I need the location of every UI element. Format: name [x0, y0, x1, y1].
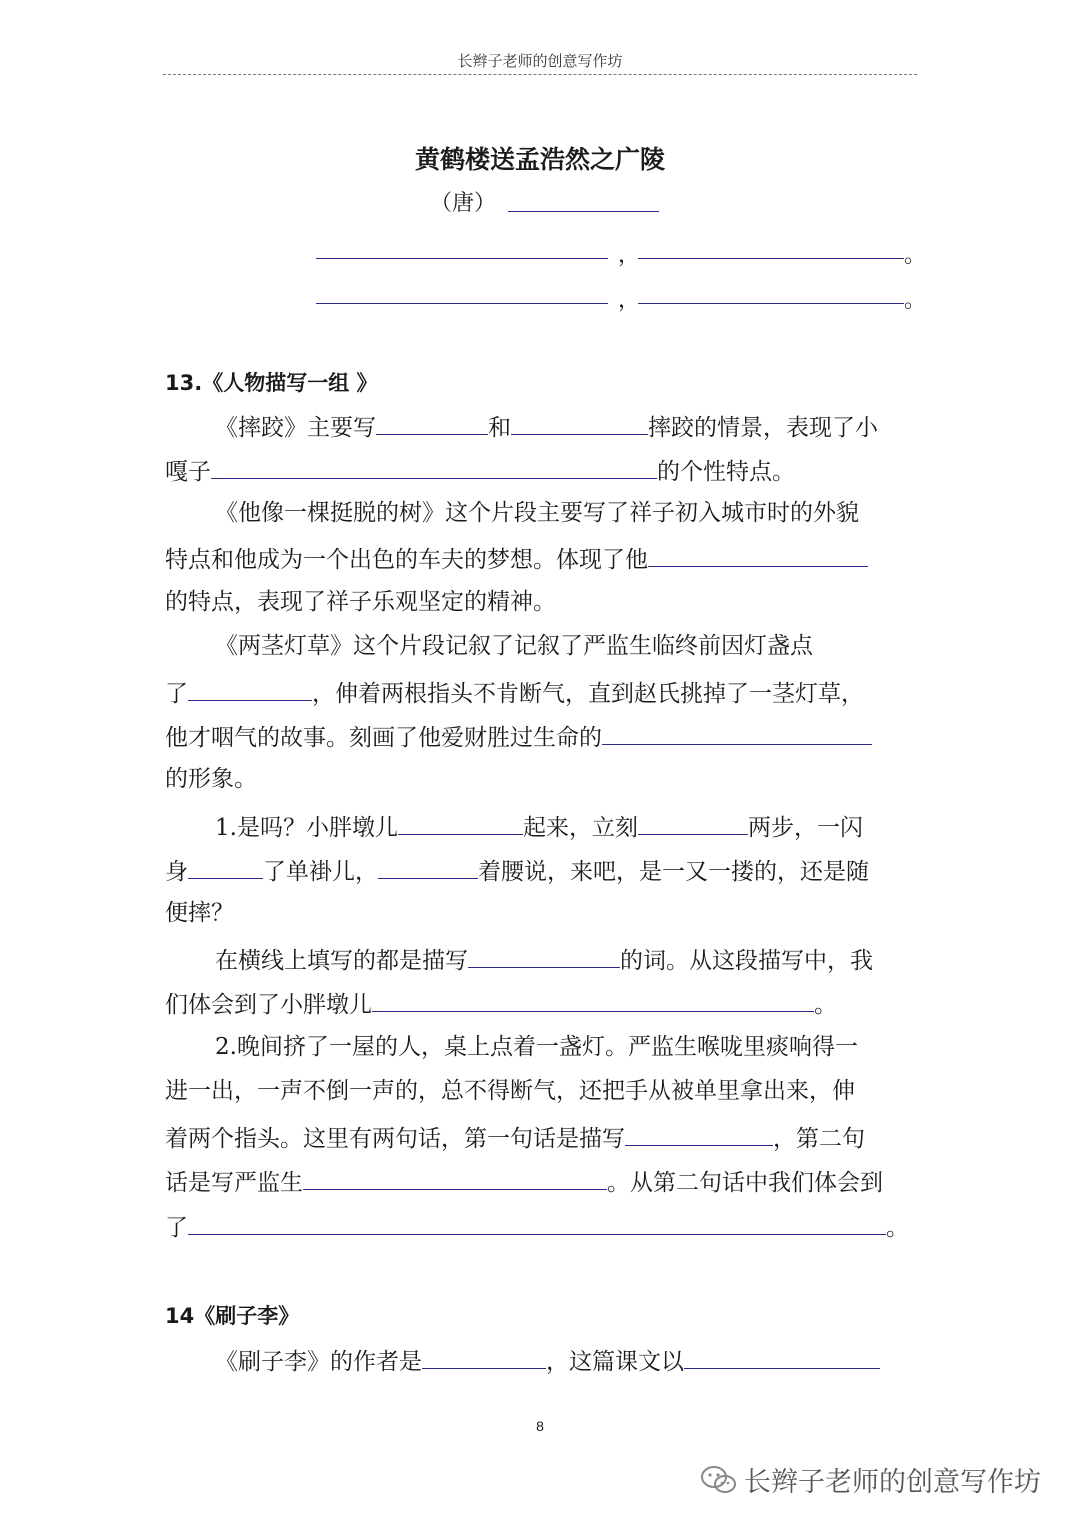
running-header: 长辫子老师的创意写作坊 — [457, 52, 623, 70]
s13-line: 话是写严监生 。从第二句话中我们体会到 — [165, 1165, 917, 1198]
blank[interactable] — [188, 854, 263, 879]
s13-line: 《摔跤》主要写 和 摔跤的情景，表现了小 — [215, 410, 917, 443]
poem-period-1: 。 — [904, 243, 927, 268]
blank[interactable] — [638, 810, 748, 835]
page-number: 8 — [536, 1418, 544, 1434]
blank[interactable] — [684, 1344, 880, 1369]
s13-line: 的形象。 — [165, 766, 257, 792]
s13-line: 身 了单褂儿， 着腰说，来吧，是一又一搂的，还是随 — [165, 854, 917, 887]
poem-line1-blank-b[interactable] — [638, 257, 904, 259]
blank[interactable] — [303, 1165, 607, 1190]
s13-line: 了 。 — [165, 1210, 917, 1243]
s13-line: 《他像一棵挺脱的树》这个片段主要写了祥子初入城市时的外貌 — [215, 500, 859, 526]
poem-comma-2: ， — [618, 288, 641, 313]
header-divider — [163, 74, 917, 75]
section-14-heading: 14《刷子李》 — [165, 1304, 300, 1328]
s13-line: 2.晚间挤了一屋的人，桌上点着一盏灯。严监生喉咙里痰响得一 — [215, 1034, 858, 1060]
poem-line2-blank-a[interactable] — [316, 302, 608, 304]
s13-line: 便摔？ — [165, 900, 234, 926]
blank[interactable] — [625, 1121, 773, 1146]
watermark-text: 长辫子老师的创意写作坊 — [744, 1467, 1041, 1498]
blank[interactable] — [211, 454, 657, 479]
s13-line: 特点和他成为一个出色的车夫的梦想。体现了他 — [165, 542, 917, 575]
blank[interactable] — [372, 987, 814, 1012]
s13-line: 嘎子 的个性特点。 — [165, 454, 917, 487]
blank[interactable] — [398, 810, 523, 835]
s13-line: 的特点，表现了祥子乐观坚定的精神。 — [165, 589, 556, 615]
s13-line: 在横线上填写的都是描写 的词。从这段描写中，我 — [215, 943, 917, 976]
s13-line: 们体会到了小胖墩儿 。 — [165, 987, 917, 1020]
dynasty-label: （唐） — [430, 191, 497, 216]
poem-comma-1: ， — [618, 243, 641, 268]
poem-line1-blank-a[interactable] — [316, 257, 608, 259]
blank[interactable] — [468, 943, 620, 968]
watermark — [700, 1460, 1041, 1499]
s13-line: 《两茎灯草》这个片段记叙了记叙了严监生临终前因灯盏点 — [215, 633, 813, 659]
s13-line: 进一出，一声不倒一声的，总不得断气，还把手从被单里拿出来，伸 — [165, 1078, 855, 1104]
poem-dynasty — [430, 186, 496, 217]
blank[interactable] — [422, 1344, 546, 1369]
blank[interactable] — [648, 542, 868, 567]
section-13-heading: 13.《人物描写一组 》 — [165, 371, 378, 395]
s13-line: 他才咽气的故事。刻画了他爱财胜过生命的 — [165, 720, 917, 753]
s14-line: 《刷子李》的作者是 ，这篇课文以 — [215, 1344, 917, 1377]
blank[interactable] — [511, 410, 648, 435]
poem-period-2: 。 — [904, 288, 927, 313]
s13-line: 着两个指头。这里有两句话，第一句话是描写 ，第二句 — [165, 1121, 917, 1154]
poem-title: 黄鹤楼送孟浩然之广陵 — [414, 145, 665, 174]
s13-line: 了 ，伸着两根指头不肯断气，直到赵氏挑掉了一茎灯草， — [165, 676, 917, 709]
blank[interactable] — [378, 854, 478, 879]
blank[interactable] — [188, 1210, 886, 1235]
wechat-icon — [700, 1465, 738, 1495]
s13-line: 1.是吗？小胖墩儿 起来，立刻 两步，一闪 — [215, 810, 917, 843]
poem-line2-blank-b[interactable] — [638, 302, 904, 304]
blank[interactable] — [602, 720, 872, 745]
author-blank[interactable] — [508, 210, 659, 212]
blank[interactable] — [188, 676, 312, 701]
blank[interactable] — [376, 410, 488, 435]
